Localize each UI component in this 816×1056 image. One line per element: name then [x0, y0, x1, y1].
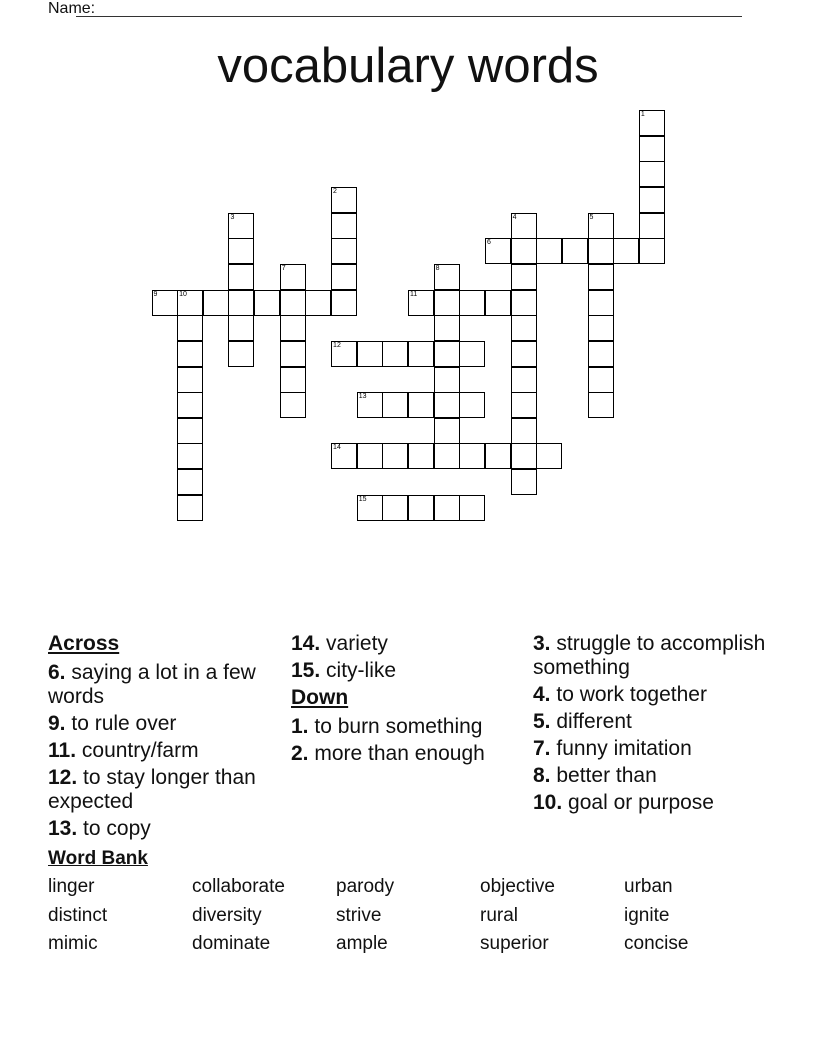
crossword-cell[interactable] [254, 290, 280, 316]
word-bank-item: concise [624, 933, 689, 954]
crossword-cell[interactable] [511, 341, 537, 367]
crossword-cell[interactable] [588, 392, 614, 418]
word-bank-item: distinct [48, 905, 108, 926]
crossword-cell[interactable] [485, 443, 511, 469]
clue-across-14: 14. variety [291, 632, 388, 655]
word-bank-item: rural [480, 905, 519, 926]
word-bank-item: strive [336, 905, 382, 926]
crossword-cell[interactable] [434, 392, 460, 418]
crossword-cell[interactable] [228, 264, 254, 290]
clue-column-3 [533, 632, 773, 818]
clue-number-label: 8 [435, 264, 440, 272]
name-label: Name: [48, 0, 96, 17]
crossword-cell[interactable] [639, 161, 665, 187]
page-title: vocabulary words [217, 39, 599, 93]
clue-number-label: 9 [153, 290, 158, 298]
crossword-cell[interactable] [177, 341, 203, 367]
clue-number-label: 7 [281, 264, 286, 272]
clue-number-label: 15 [358, 495, 367, 503]
crossword-cell[interactable] [382, 443, 408, 469]
crossword-cell[interactable] [177, 367, 203, 393]
crossword-cell[interactable] [536, 238, 562, 264]
crossword-cell[interactable] [639, 238, 665, 264]
crossword-cell[interactable] [613, 238, 639, 264]
word-bank-item: mimic [48, 933, 98, 954]
crossword-cell[interactable] [408, 495, 434, 521]
clue-across-9: 9. to rule over [48, 712, 177, 735]
word-bank-item: superior [480, 933, 549, 954]
crossword-cell[interactable] [434, 290, 460, 316]
crossword-cell[interactable] [408, 392, 434, 418]
crossword-cell[interactable] [382, 392, 408, 418]
word-bank-item: objective [480, 876, 555, 897]
crossword-cell[interactable] [511, 469, 537, 495]
clue-number-label: 1 [640, 111, 645, 118]
crossword-cell[interactable] [434, 315, 460, 341]
crossword-cell[interactable] [280, 392, 306, 418]
clue-down-2: 2. more than enough [291, 742, 485, 765]
crossword-cell[interactable] [562, 238, 588, 264]
crossword-cell[interactable] [434, 443, 460, 469]
crossword-cell[interactable] [511, 315, 537, 341]
clue-number-label: 2 [333, 187, 337, 195]
crossword-cell[interactable] [459, 341, 485, 367]
word-bank-item: parody [336, 876, 395, 897]
clue-number-label: 6 [486, 239, 491, 247]
crossword-cell[interactable] [177, 495, 203, 521]
crossword-cell[interactable] [331, 213, 357, 239]
word-bank-item: collaborate [192, 876, 285, 897]
word-bank-item: linger [48, 876, 95, 897]
crossword-cell[interactable] [357, 443, 383, 469]
crossword-cell[interactable] [588, 367, 614, 393]
crossword-cell[interactable] [228, 290, 254, 316]
clue-number-label: 14 [333, 444, 341, 452]
clue-down-5: 5. different [533, 710, 632, 733]
crossword-cell[interactable] [280, 367, 306, 393]
clue-across-12: 12. to stay longer than expected [48, 766, 256, 813]
crossword-cell[interactable] [177, 418, 203, 444]
crossword-cell[interactable] [459, 290, 485, 316]
clue-across-6: 6. saying a lot in a few words [48, 661, 256, 708]
crossword-cell[interactable] [203, 290, 229, 316]
crossword-cell[interactable] [588, 238, 614, 264]
crossword-cell[interactable] [280, 341, 306, 367]
crossword-cell[interactable] [459, 392, 485, 418]
clue-down-1: 1. to burn something [291, 715, 483, 738]
clue-number-label: 3 [230, 213, 235, 221]
crossword-cell[interactable] [434, 367, 460, 393]
clue-number-label: 12 [333, 341, 341, 349]
crossword-cell[interactable] [639, 136, 665, 162]
crossword-cell[interactable] [511, 367, 537, 393]
crossword-cell[interactable] [280, 290, 306, 316]
word-bank-item: ignite [624, 905, 670, 926]
crossword-cell[interactable] [639, 187, 665, 213]
down-heading: Down [291, 686, 349, 709]
crossword-cell[interactable] [177, 443, 203, 469]
clue-number-label: 10 [179, 290, 187, 298]
crossword-cell[interactable] [177, 469, 203, 495]
crossword-cell[interactable] [228, 315, 254, 341]
word-bank-title: Word Bank [48, 848, 148, 869]
crossword-cell[interactable] [305, 290, 331, 316]
crossword-cell[interactable] [588, 290, 614, 316]
crossword-cell[interactable] [588, 264, 614, 290]
crossword-cell[interactable] [177, 315, 203, 341]
clue-number-label: 4 [512, 213, 517, 221]
crossword-cell[interactable] [588, 341, 614, 367]
crossword-cell[interactable] [177, 392, 203, 418]
crossword-cell[interactable] [228, 238, 254, 264]
crossword-cell[interactable] [511, 290, 537, 316]
clue-column-2 [291, 632, 526, 769]
crossword-cell[interactable] [331, 238, 357, 264]
crossword-cell[interactable] [588, 315, 614, 341]
crossword-cell[interactable] [459, 443, 485, 469]
clue-across-13: 13. to copy [48, 817, 151, 840]
word-bank-item: dominate [192, 933, 271, 954]
clue-number-label: 5 [589, 213, 594, 221]
clue-across-11: 11. country/farm [48, 739, 199, 762]
crossword-cell[interactable] [382, 495, 408, 521]
crossword-cell[interactable] [639, 213, 665, 239]
crossword-cell[interactable] [408, 341, 434, 367]
word-bank-item: ample [336, 933, 388, 954]
crossword-cell[interactable] [408, 443, 434, 469]
clue-down-7: 7. funny imitation [533, 737, 692, 760]
crossword-cell[interactable] [511, 392, 537, 418]
crossword-cell[interactable] [434, 495, 460, 521]
across-heading: Across [48, 632, 120, 655]
crossword-cell[interactable] [459, 495, 485, 521]
crossword-cell[interactable] [511, 238, 537, 264]
word-bank-item: urban [624, 876, 673, 897]
clue-down-3: 3. struggle to accomplish something [533, 632, 766, 679]
crossword-cell[interactable] [536, 443, 562, 469]
clue-down-10: 10. goal or purpose [533, 791, 714, 814]
crossword-cell[interactable] [331, 264, 357, 290]
word-bank-item: diversity [192, 905, 262, 926]
crossword-cell[interactable] [280, 315, 306, 341]
clue-column-1 [48, 632, 283, 844]
clue-number-label: 11 [410, 290, 418, 298]
crossword-cell[interactable] [485, 290, 511, 316]
clue-down-8: 8. better than [533, 764, 657, 787]
crossword-cell[interactable] [434, 341, 460, 367]
clue-number-label: 13 [358, 393, 367, 401]
crossword-cell[interactable] [228, 341, 254, 367]
clue-across-15: 15. city-like [291, 659, 397, 682]
crossword-cell[interactable] [511, 264, 537, 290]
crossword-cell[interactable] [357, 341, 383, 367]
crossword-cell[interactable] [511, 418, 537, 444]
crossword-cell[interactable] [434, 418, 460, 444]
crossword-cell[interactable] [382, 341, 408, 367]
clue-down-4: 4. to work together [533, 683, 707, 706]
crossword-cell[interactable] [511, 443, 537, 469]
crossword-cell[interactable] [331, 290, 357, 316]
